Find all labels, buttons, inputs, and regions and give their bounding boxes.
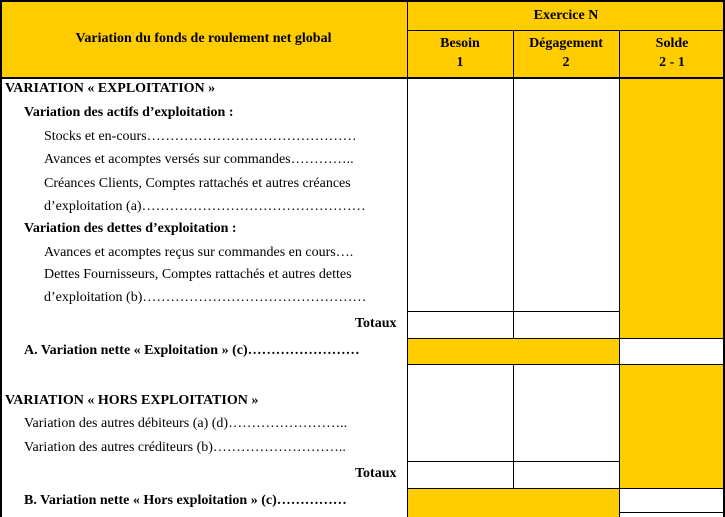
line-item: Avances et acomptes versés sur commandes………….. <box>44 152 354 167</box>
line-item: Créances Clients, Comptes rattachés et autres créances <box>44 176 351 191</box>
period-header: Exercice N <box>533 8 599 23</box>
section-title-exploitation: VARIATION « EXPLOITATION » <box>5 81 216 96</box>
need-column-label: Besoin <box>440 36 480 51</box>
totals-label: Totaux <box>355 316 397 331</box>
line-item: Variation des autres débiteurs (a) (d)…………………….. <box>24 416 348 431</box>
line-item: Dettes Fournisseurs, Comptes rattachés et autres dettes <box>44 267 352 282</box>
line-item: d’exploitation (a)………………………………………… <box>44 199 366 214</box>
net-variation-b-cell <box>407 489 619 517</box>
section-title-hors-exploitation: VARIATION « HORS EXPLOITATION » <box>5 393 259 408</box>
net-variation-b-label: B. Variation nette « Hors exploitation » (c)…………… <box>24 493 347 508</box>
need-column-number: 1 <box>456 55 464 70</box>
balance-column-formula: 2 - 1 <box>659 55 685 70</box>
net-variation-a-label: A. Variation nette « Exploitation » (c)…………………… <box>24 343 360 358</box>
line-item: Stocks et en-cours……………………………………… <box>44 129 357 144</box>
balance-column-label: Solde <box>655 36 689 51</box>
assets-subtitle: Variation des actifs d’exploitation : <box>24 105 234 120</box>
release-column-label: Dégagement <box>529 36 603 51</box>
balance-cell-exploitation <box>619 79 725 339</box>
release-column-number: 2 <box>562 55 570 70</box>
net-variation-a-cell <box>407 339 619 364</box>
totals-label: Totaux <box>355 466 397 481</box>
line-item: Variation des autres créditeurs (b)……………………….. <box>24 440 346 455</box>
debts-subtitle: Variation des dettes d’exploitation : <box>24 221 237 236</box>
table-title: Variation du fonds de roulement net global <box>75 31 332 46</box>
line-item: d’exploitation (b)………………………………………… <box>44 290 367 305</box>
line-item: Avances et acomptes reçus sur commandes en cours…. <box>44 245 354 260</box>
balance-cell-hors-exploitation <box>619 364 725 489</box>
